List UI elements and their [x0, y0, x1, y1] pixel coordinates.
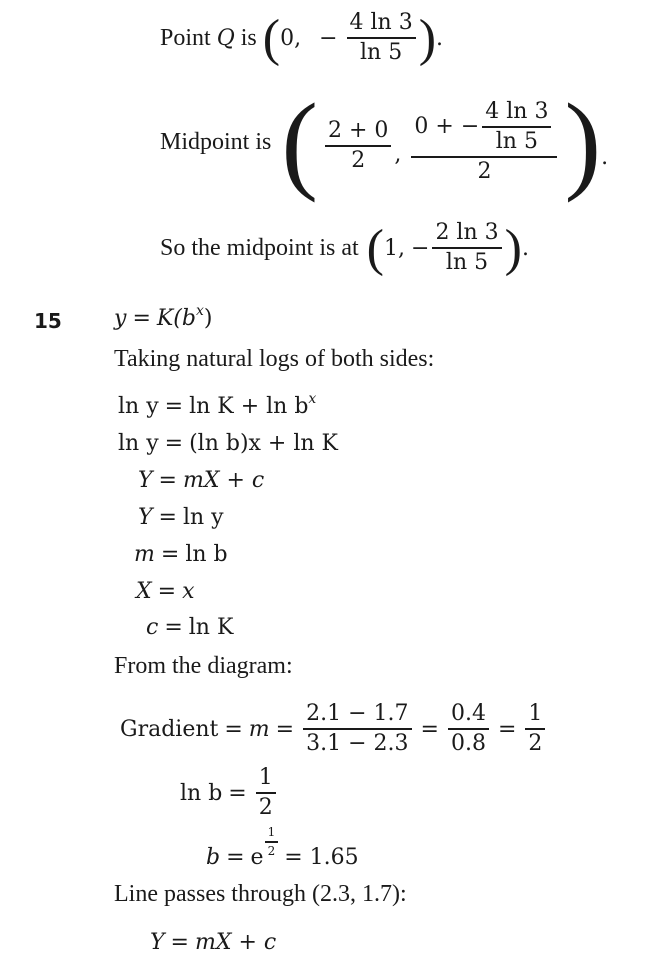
equals: =	[164, 431, 184, 456]
b-equation	[206, 826, 359, 870]
rhs: mX + c	[182, 468, 265, 493]
x-coord: 0,	[280, 25, 302, 51]
numerator-prefix: 0 + −	[414, 113, 480, 139]
right-paren: )	[504, 219, 522, 277]
rhs: (ln b)x + ln K	[189, 431, 338, 456]
equals: =	[497, 716, 517, 742]
period: .	[601, 144, 609, 170]
lhs: ln b	[180, 780, 223, 806]
lhs: y	[114, 306, 127, 331]
midpoint-line	[160, 80, 608, 204]
equals: =	[158, 505, 177, 530]
denominator: 2	[258, 795, 273, 820]
rhs: ln y	[182, 505, 224, 530]
rhs: K(b	[156, 306, 196, 331]
lhs: Y	[150, 930, 165, 955]
denominator: ln 5	[360, 40, 403, 65]
numerator	[411, 100, 557, 158]
denominator: 0.8	[450, 731, 486, 756]
m-var: m	[248, 716, 270, 742]
equals: =	[228, 780, 247, 806]
exponent-fraction	[265, 826, 279, 858]
equation-3	[138, 468, 264, 493]
fraction-decimal	[448, 702, 489, 756]
numerator: 1	[256, 766, 276, 794]
from-diagram-text: From the diagram:	[114, 653, 293, 679]
rhs: ln b	[185, 542, 228, 567]
equation-7	[146, 615, 233, 640]
midpoint-result-line	[160, 216, 529, 280]
exponent: x	[308, 391, 317, 407]
equation-final	[150, 930, 276, 955]
denominator: 2	[267, 844, 276, 859]
taking-logs-text: Taking natural logs of both sides:	[114, 346, 435, 372]
rhs: mX + c	[194, 930, 277, 955]
denominator: 3.1 − 2.3	[306, 731, 409, 756]
fraction-difference	[303, 702, 411, 756]
result-label: So the midpoint is at	[160, 234, 359, 261]
fraction	[347, 11, 416, 65]
close-paren: )	[203, 306, 213, 331]
minus-sign: −	[319, 25, 338, 51]
equals: =	[164, 394, 184, 419]
left-paren: (	[366, 219, 384, 277]
lnb-equation	[180, 762, 279, 824]
equals: =	[160, 542, 180, 567]
inner-fraction	[482, 100, 551, 154]
numerator: 2 ln 3	[432, 221, 501, 249]
question-number: 15	[34, 309, 62, 333]
inner-denominator: ln 5	[495, 128, 538, 154]
equals: =	[420, 716, 439, 742]
fraction-half	[525, 702, 545, 756]
denominator: 2	[351, 148, 366, 173]
equals: =	[170, 930, 189, 955]
numerator: 0.4	[448, 702, 489, 730]
numerator: 1	[265, 826, 279, 843]
fraction-x	[325, 119, 391, 173]
period: .	[436, 25, 444, 51]
equals: =	[164, 615, 183, 640]
left-paren: (	[262, 9, 281, 67]
numerator: 1	[525, 702, 545, 730]
point-var: Q	[216, 25, 235, 51]
equals: =	[224, 716, 243, 742]
lhs: ln y	[118, 394, 159, 419]
minus-sign: −	[411, 235, 430, 261]
lhs: ln y	[118, 431, 159, 456]
equals: =	[226, 845, 245, 870]
right-paren: )	[418, 9, 437, 67]
midpoint-label: Midpoint is	[160, 128, 272, 155]
point-q-line	[160, 6, 443, 70]
numerator: 2.1 − 1.7	[303, 702, 411, 730]
equals: =	[157, 579, 177, 604]
is-label: is	[240, 24, 257, 51]
lhs: X	[136, 579, 152, 604]
equation-6	[136, 579, 195, 604]
equation-model	[114, 303, 213, 331]
gradient-label: Gradient	[120, 716, 219, 742]
lhs: b	[206, 845, 221, 870]
gradient-equation	[120, 696, 548, 762]
right-paren: )	[564, 80, 602, 203]
left-paren: (	[281, 80, 318, 203]
equation-1	[118, 391, 317, 419]
point-label: Point	[160, 24, 211, 51]
inner-numerator: 4 ln 3	[482, 100, 551, 128]
exponent: x	[195, 303, 204, 319]
lhs: Y	[138, 468, 153, 493]
lhs: Y	[138, 505, 153, 530]
lhs: c	[146, 615, 159, 640]
fraction-half	[256, 766, 276, 820]
b-value: = 1.65	[284, 845, 359, 870]
equals: =	[158, 468, 177, 493]
line-passes-text: Line passes through (2.3, 1.7):	[114, 881, 407, 907]
fraction	[432, 221, 501, 275]
equation-4	[138, 505, 224, 530]
denominator: 2	[528, 731, 543, 756]
fraction-y	[411, 100, 557, 185]
comma: ,	[394, 141, 402, 167]
rhs: ln K	[188, 615, 234, 640]
equation-5	[134, 542, 228, 567]
denominator: ln 5	[445, 250, 489, 275]
x-coord: 1,	[384, 235, 405, 261]
equation-2	[118, 431, 338, 456]
period: .	[521, 235, 529, 261]
numerator: 2 + 0	[325, 119, 391, 147]
lhs: m	[134, 542, 155, 567]
numerator: 4 ln 3	[347, 11, 416, 39]
rhs: ln K + ln b	[189, 394, 309, 419]
equals: =	[132, 306, 151, 331]
equals: =	[275, 716, 295, 742]
base-e: e	[250, 845, 264, 870]
denominator: 2	[477, 159, 492, 185]
rhs: x	[182, 579, 195, 604]
